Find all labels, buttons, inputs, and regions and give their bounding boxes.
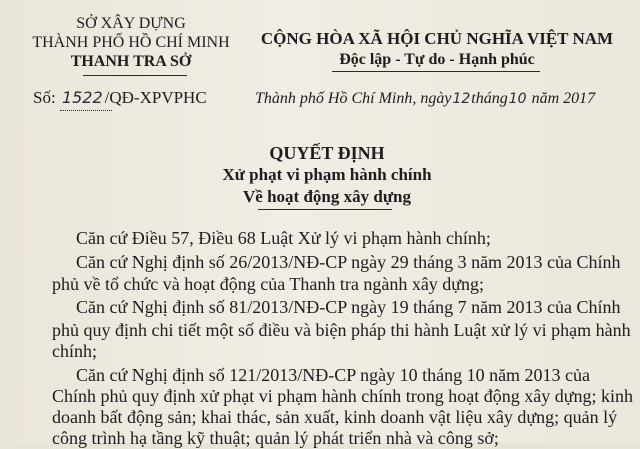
date-day: 12	[452, 91, 471, 107]
place-date-part1: Thành phố Hồ Chí Minh, ngày	[255, 90, 452, 107]
national-title: CỘNG HÒA XÃ HỘI CHỦ NGHĨA VIỆT NAM	[260, 29, 614, 48]
number-handwritten: 1522	[61, 88, 103, 107]
decision-subtitle-2: Về hoạt động xây dựng	[243, 187, 411, 206]
issuer-line-3: THANH TRA SỞ	[70, 53, 192, 70]
body-line-4: Căn cứ Nghị định số 81/2013/NĐ-CP ngày 19 tháng 7 năm 2013 của Chính	[76, 297, 621, 317]
decision-title-block	[200, 143, 454, 208]
place-date-part3: năm 2017	[531, 90, 596, 107]
motto-underline	[332, 71, 540, 72]
place-date-part2: tháng	[471, 90, 508, 107]
issuer-header	[20, 14, 242, 72]
body-line-5: phủ quy định chi tiết một số điều và biện pháp thi hành Luật xử lý vi phạm hành	[52, 320, 631, 340]
decision-subtitle-1: Xử phạt vi phạm hành chính	[222, 165, 432, 184]
body-line-10: công trình hạ tầng kỹ thuật; quản lý phát triển nhà và công sở;	[52, 428, 499, 448]
decision-heading: QUYẾT ĐỊNH	[269, 143, 385, 163]
place-date	[255, 90, 595, 108]
body-line-9: doanh bất động sản; khai thác, sản xuất, kinh doanh vật liệu xây dựng; quản lý	[52, 407, 618, 427]
body-line-6: chính;	[52, 341, 97, 361]
document-number	[33, 88, 207, 108]
issuer-line-2: THÀNH PHỐ HỒ CHÍ MINH	[32, 34, 230, 51]
number-dotted-line	[60, 109, 112, 111]
national-motto: Độc lập - Tự do - Hạnh phúc	[339, 51, 535, 68]
number-label: Số:	[33, 88, 56, 107]
body-line-3: phủ về tổ chức và hoạt động của Thanh tra ngành xây dựng;	[52, 274, 485, 294]
number-suffix: /QĐ-XPVPHC	[104, 88, 207, 107]
body-line-1: Căn cứ Điều 57, Điều 68 Luật Xử lý vi phạm hành chính;	[76, 228, 491, 248]
date-month: 10	[508, 91, 527, 107]
body-line-2: Căn cứ Nghị định số 26/2013/NĐ-CP ngày 29 tháng 3 năm 2013 của Chính	[76, 252, 621, 272]
issuer-line-1: SỞ XÂY DỰNG	[76, 15, 186, 32]
body-line-7: Căn cứ Nghị định số 121/2013/NĐ-CP ngày 10 tháng 10 năm 2013 của	[76, 365, 591, 385]
body-line-8: Chính phủ quy định xử phạt vi phạm hành chính trong hoạt động xây dựng; kinh	[52, 386, 633, 406]
title-underline	[258, 209, 392, 210]
national-header	[250, 28, 624, 70]
issuer-underline	[83, 75, 187, 76]
